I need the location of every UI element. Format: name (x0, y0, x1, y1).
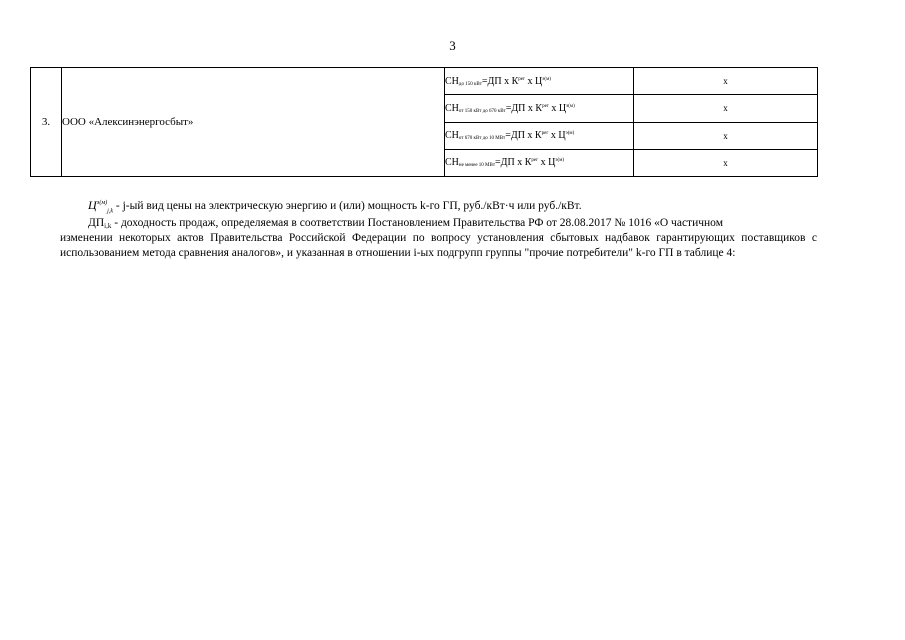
mark-cell: х (634, 95, 818, 122)
dp-symbol: ДПi,k (88, 217, 112, 230)
formula-cell: $СН_{от 670 кВт до 10 МВт}=ДП$ х $К^{рег}$ х $Ц^{э(м)}$ (445, 122, 634, 149)
formula-cell: $СН_{до 150 кВт}=ДП$ х $К^{рег}$ х $Ц^{э(м)}$ (445, 68, 634, 95)
mark-cell: х (634, 149, 818, 176)
price-symbol: $Ц^{э(м)}_{j,k}$ (88, 198, 113, 215)
dp-definition-line1: ДПi,k - доходность продаж, определяемая в соответствии Постановлением Правительства РФ от 28.08.2017 № 1016 «О частичном (88, 217, 723, 230)
organization-cell: ООО «Алексинэнергосбыт» (62, 68, 445, 177)
tariff-table (30, 67, 818, 177)
page-number: 3 (449, 38, 456, 53)
mark-cell: х (634, 68, 818, 95)
price-definition: $Ц^{э(м)}_{j,k} - j-ый$ вид цены на электрическую энергию и (или) мощность k-го ГП, руб./кВт·ч или руб./кВт. (88, 198, 582, 215)
row-number-cell: 3. (31, 68, 62, 177)
table-row (31, 68, 818, 95)
formula-cell: $СН_{не менее 10 МВт}=ДП$ х $К^{рег}$ х $Ц^{э(м)}$ (445, 149, 634, 176)
formula-cell: $СН_{от 150 кВт до 670 кВт}=ДП$ х $К^{рег}$ х $Ц^{э(м)}$ (445, 95, 634, 122)
dp-definition-rest: изменении некоторых актов Правительства Российской Федерации по вопросу установления сбытовых надбавок гарантирующих поставщиков с использованием метода сравнения аналогов», и указанная в отношении i-ых подгрупп группы "прочие потребители" k-го ГП в таблице 4: (60, 232, 817, 259)
mark-cell: х (634, 122, 818, 149)
